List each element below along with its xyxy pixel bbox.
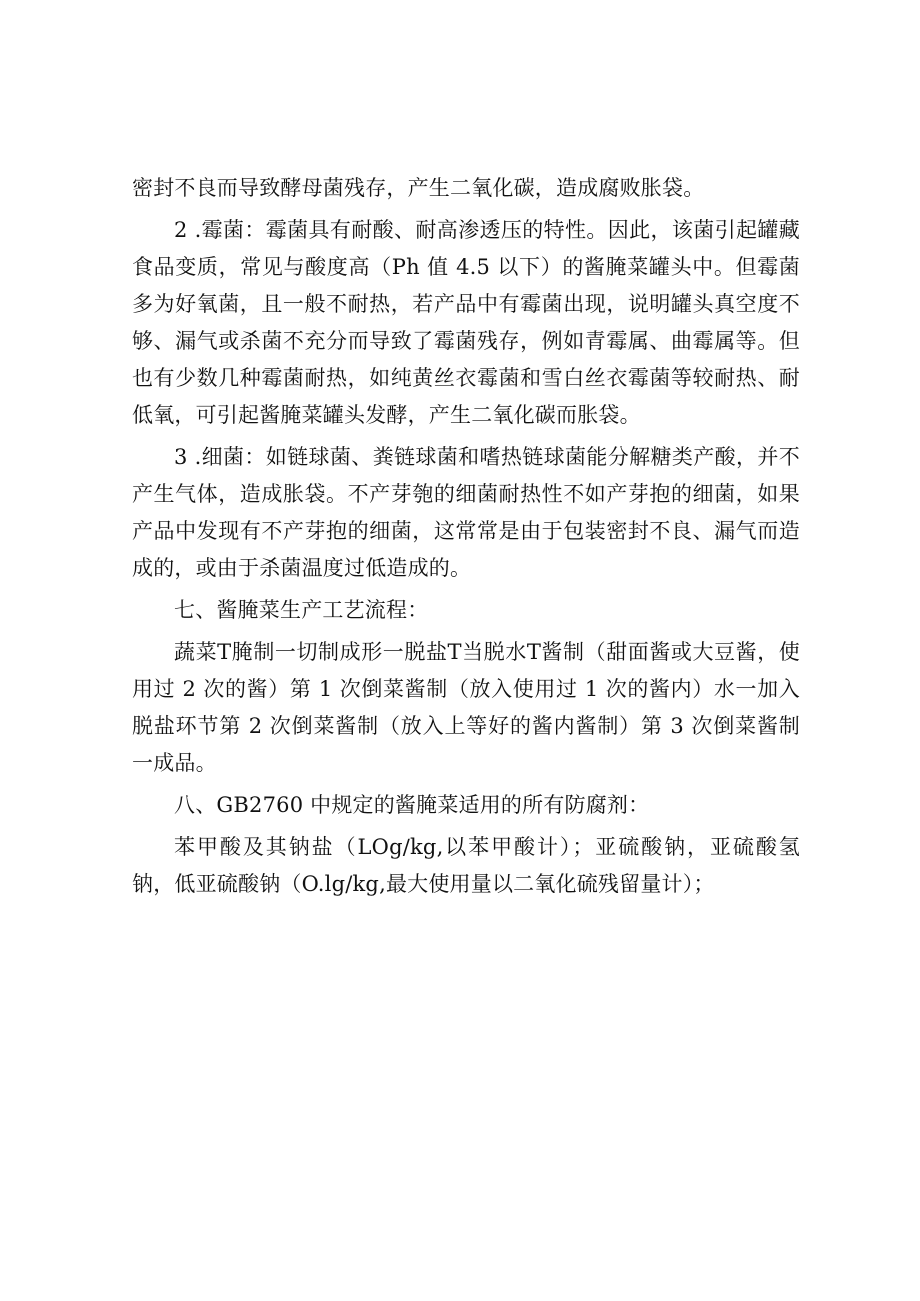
section-heading-preservatives: 八、GB2760 中规定的酱腌菜适用的所有防腐剂： (174, 793, 650, 817)
paragraph-preservatives: 苯甲酸及其钠盐（LOg∕kg,以苯甲酸计）；亚硫酸钠，亚硫酸氢钠，低亚硫酸钠（O.lg/kg,最大使用量以二氧化硫残留量计）； (132, 835, 800, 896)
paragraph-yeast-continuation: 密封不良而导致酵母菌残存，产生二氧化碳，造成腐败胀袋。 (132, 176, 705, 200)
paragraph-mold: 2 .霉菌：霉菌具有耐酸、耐高渗透压的特性。因此，该菌引起罐藏食品变质，常见与酸度高（Ph 值 4.5 以下）的酱腌菜罐头中。但霉菌多为好氧菌，且一般不耐热，若产品中有霉菌出现，说明罐头真空度不够、漏气或杀菌不充分而导致了霉菌残存，例如青霉属、曲霉属等。但也有少数几种霉菌耐热，如纯黄丝衣霉菌和雪白丝衣霉菌等较耐热、耐低氧，可引起酱腌菜罐头发酵，产生二氧化碳而胀袋。 (132, 218, 800, 427)
paragraph-process-flow: 蔬菜T腌制一切制成形一脱盐T当脱水T酱制（甜面酱或大豆酱，使用过 2 次的酱）第 1 次倒菜酱制（放入使用过 1 次的酱内）水一加入脱盐环节第 2 次倒菜酱制（放入上等好的酱内酱制）第 3 次倒菜酱制一成品。 (132, 640, 800, 775)
document-body (132, 170, 800, 903)
section-heading-process-flow: 七、酱腌菜生产工艺流程： (174, 598, 429, 622)
paragraph-bacteria: 3 .细菌：如链球菌、粪链球菌和嗜热链球菌能分解糖类产酸，并不产生气体，造成胀袋。不产芽匏的细菌耐热性不如产芽抱的细菌，如果产品中发现有不产芽抱的细菌，这常常是由于包装密封不良、漏气而造成的，或由于杀菌温度过低造成的。 (132, 445, 800, 580)
